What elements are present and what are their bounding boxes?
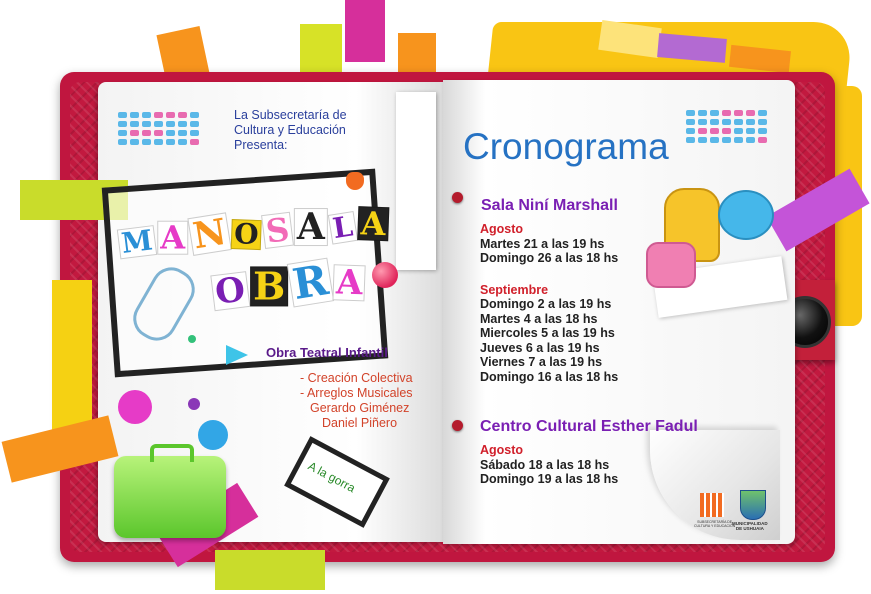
dot-grid-right (686, 110, 767, 143)
grid-dot (734, 128, 743, 134)
grid-dot (698, 137, 707, 143)
circle-green (188, 335, 196, 343)
dot-grid-left (118, 112, 199, 145)
circle-blue (198, 420, 228, 450)
grid-dot (710, 128, 719, 134)
grid-dot (118, 130, 127, 136)
suitcase-icon (114, 456, 226, 538)
grid-dot (118, 112, 127, 118)
date-item: Domingo 19 a las 18 hs (480, 472, 619, 486)
grid-dot (710, 119, 719, 125)
grid-dot (734, 110, 743, 116)
grid-dot (190, 130, 199, 136)
logo-letter: S (261, 212, 294, 249)
dog-icon (718, 190, 774, 240)
logo-letter: M (117, 225, 157, 259)
hand-icon (346, 172, 364, 190)
municipalidad-logo-text (732, 521, 768, 531)
logo-letter: N (187, 212, 231, 256)
grid-dot (758, 128, 767, 134)
month-label: Agosto (480, 222, 524, 236)
grid-dot (178, 130, 187, 136)
credit-line: - Creación Colectiva (300, 371, 413, 385)
push-pin-icon (372, 262, 398, 288)
grid-dot (178, 112, 187, 118)
show-type: Obra Teatral Infantil (266, 345, 388, 360)
grid-dot (710, 137, 719, 143)
grid-dot (130, 139, 139, 145)
date-item: Miercoles 5 a las 19 hs (480, 326, 615, 340)
venue-bullet (452, 420, 463, 431)
tab-pinned-note (396, 92, 436, 270)
grid-dot (746, 110, 755, 116)
grid-dot (154, 139, 163, 145)
logo-line: SUBSECRETARÍA DE (697, 520, 733, 524)
circle-magenta (118, 390, 152, 424)
logo-letter: B (250, 266, 288, 306)
grid-dot (190, 121, 199, 127)
logo-line: MUNICIPALIDAD (732, 521, 768, 526)
grid-dot (698, 110, 707, 116)
logo-letter: A (157, 221, 188, 255)
presenter-line: Presenta: (234, 138, 288, 152)
arrow-icon (226, 345, 248, 365)
grid-dot (722, 119, 731, 125)
presenter-line: Cultura y Educación (234, 123, 346, 137)
schedule-list (480, 222, 618, 384)
grid-dot (178, 121, 187, 127)
date-item: Sábado 18 a las 18 hs (480, 457, 610, 472)
month-label: Agosto (480, 443, 524, 457)
subsecretaria-logo-icon (700, 493, 724, 517)
page-title: Cronograma (463, 126, 669, 167)
tab-lime-bottom (215, 550, 325, 590)
grid-dot (710, 110, 719, 116)
logo-line: DE USHUAIA (735, 526, 764, 531)
date-item: Jueves 6 a las 19 hs (480, 340, 600, 355)
credit-line: - Arreglos Musicales (300, 386, 413, 400)
grid-dot (154, 121, 163, 127)
grid-dot (154, 112, 163, 118)
grid-dot (722, 110, 731, 116)
circle-purple (188, 398, 200, 410)
date-item: Domingo 16 a las 18 hs (480, 369, 619, 384)
grid-dot (686, 119, 695, 125)
venue-bullet (452, 192, 463, 203)
grid-dot (722, 137, 731, 143)
logo-letter: O (210, 271, 250, 311)
municipalidad-shield-icon (740, 490, 766, 520)
logo-letter: L (328, 211, 358, 245)
logo-letter: O (230, 219, 261, 250)
grid-dot (142, 139, 151, 145)
grid-dot (758, 110, 767, 116)
month-label: Septiembre (480, 282, 549, 297)
grid-dot (734, 119, 743, 125)
grid-dot (142, 121, 151, 127)
grid-dot (686, 128, 695, 134)
grid-dot (190, 112, 199, 118)
date-item: Domingo 2 a las 19 hs (480, 297, 612, 311)
subsecretaria-logo-text (694, 520, 735, 528)
venue-name: Sala Niní Marshall (481, 197, 618, 214)
credits (300, 371, 413, 431)
grid-dot (686, 110, 695, 116)
presenter-line: La Subsecretaría de (234, 108, 347, 122)
date-item: Martes 21 a las 19 hs (480, 236, 605, 251)
grid-dot (130, 112, 139, 118)
grid-dot (746, 128, 755, 134)
grid-dot (746, 137, 755, 143)
grid-dot (190, 139, 199, 145)
logo-line: CULTURA Y EDUCACIÓN (694, 524, 736, 528)
suitcase-handle (150, 444, 194, 462)
grid-dot (734, 137, 743, 143)
grid-dot (698, 119, 707, 125)
tab-magenta-top (345, 0, 385, 62)
grid-dot (154, 130, 163, 136)
date-item: Viernes 7 a las 19 hs (480, 355, 603, 369)
logo-letter: R (287, 258, 334, 308)
credit-line: Daniel Piñero (322, 416, 398, 430)
presenter-text (234, 108, 347, 153)
date-item: Martes 4 a las 18 hs (480, 311, 598, 326)
credit-line: Gerardo Giménez (310, 401, 410, 415)
grid-dot (130, 130, 139, 136)
grid-dot (130, 121, 139, 127)
grid-dot (758, 137, 767, 143)
date-item: Domingo 26 a las 18 hs (480, 251, 619, 265)
schedule-list (480, 443, 618, 487)
grid-dot (142, 112, 151, 118)
grid-dot (166, 130, 175, 136)
logo-letter: A (357, 206, 389, 241)
grid-dot (698, 128, 707, 134)
grid-dot (722, 128, 731, 134)
grid-dot (166, 121, 175, 127)
cat-icon (646, 242, 696, 288)
grid-dot (686, 137, 695, 143)
logo-letter: A (294, 208, 328, 246)
venue-name: Centro Cultural Esther Fadul (480, 418, 698, 435)
grid-dot (166, 139, 175, 145)
grid-dot (178, 139, 187, 145)
grid-dot (118, 121, 127, 127)
logo-letter: A (332, 264, 366, 301)
badge-text: A la gorra (305, 458, 358, 496)
grid-dot (118, 139, 127, 145)
grid-dot (166, 112, 175, 118)
grid-dot (142, 130, 151, 136)
grid-dot (746, 119, 755, 125)
grid-dot (758, 119, 767, 125)
